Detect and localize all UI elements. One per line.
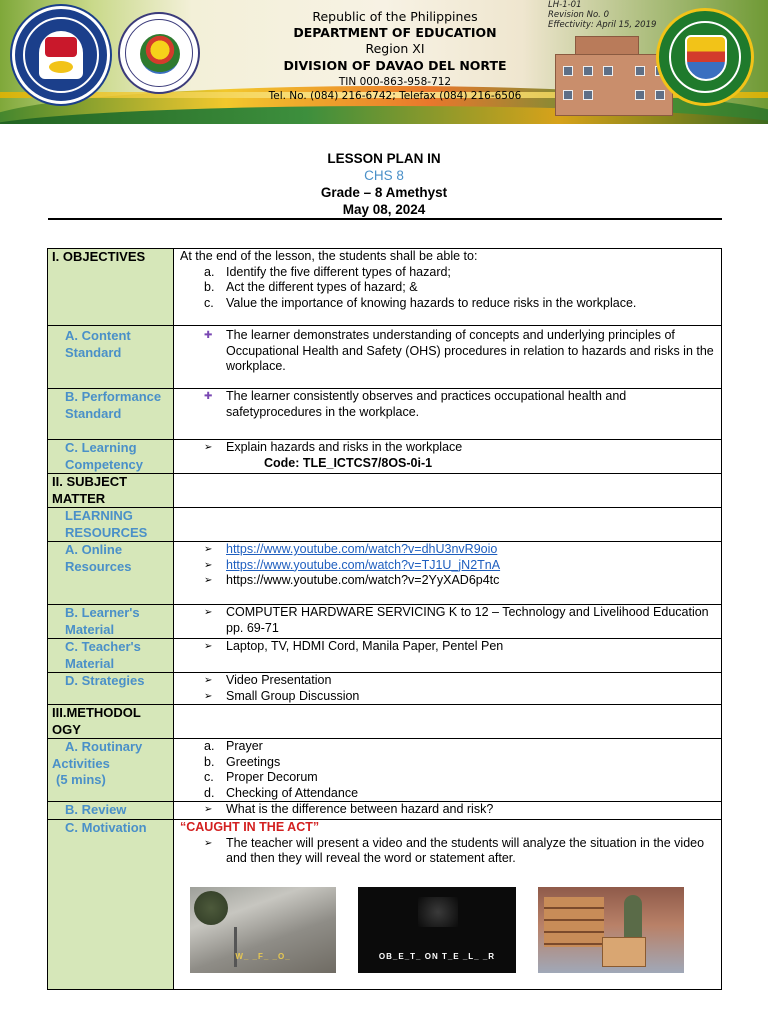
division-text: DIVISION OF DAVAO DEL NORTE: [283, 58, 507, 73]
learners-material-label: B. Learner's Material: [65, 605, 140, 637]
list-item: [180, 558, 715, 574]
doc-code: LH-1-01: [548, 0, 582, 10]
competency-code: Code: TLE_ICTCS7/8OS-0i-1: [264, 455, 433, 470]
table-row: [48, 802, 722, 820]
subject-matter-label: II. SUBJECT MATTER: [52, 474, 128, 506]
strategies-list: [180, 673, 715, 704]
header-text: [250, 9, 540, 103]
table-row: [48, 326, 722, 389]
routinary-list: [180, 739, 715, 801]
content-standard-list: [180, 328, 715, 375]
title-divider: [48, 218, 722, 220]
lesson-plan-table: [47, 248, 722, 990]
table-row: [48, 605, 722, 639]
thumbnail-caption: OB_E_T_ ON T_E _L_ _R: [378, 952, 496, 961]
table-row: [48, 542, 722, 605]
learning-competency-list: [180, 440, 715, 456]
table-row: [48, 389, 722, 440]
list-item: [180, 542, 715, 558]
course-name: CHS 8: [364, 168, 404, 183]
table-row: [48, 474, 722, 508]
title-line: LESSON PLAN IN: [327, 151, 441, 166]
table-row: [48, 508, 722, 542]
lesson-date: May 08, 2024: [342, 202, 426, 217]
online-resources-list: [180, 542, 715, 589]
objectives-label: I. OBJECTIVES: [52, 249, 146, 264]
list-item: b. Greetings: [204, 754, 281, 769]
list-item: ✚ The learner consistently observes and practices occupational health and safetyprocedures in the workplace.: [180, 389, 715, 420]
table-row: [48, 705, 722, 739]
list-item: a. Prayer: [204, 739, 263, 753]
effectivity-date: Effectivity: April 15, 2019: [548, 20, 657, 30]
resource-link-1[interactable]: https://www.youtube.com/watch?v=dhU3nvR9oio: [226, 542, 498, 556]
table-row: [48, 440, 722, 474]
review-list: [180, 802, 715, 818]
grade-section: Grade – 8 Amethyst: [320, 185, 448, 200]
list-item: d. Checking of Attendance: [204, 785, 359, 800]
video-thumbnail-rain[interactable]: [190, 887, 336, 973]
list-item: ➢ Laptop, TV, HDMI Cord, Manila Paper, Pentel Pen: [180, 639, 715, 655]
learners-material-list: [180, 605, 715, 636]
list-item: ✚ The learner demonstrates understanding of concepts and underlying principles of Occupational Health and Safety (OHS) procedures in relation to hazards and risks in the workplace.: [180, 328, 715, 375]
list-item: ➢ Video Presentation: [180, 673, 715, 689]
table-row: [48, 739, 722, 802]
deped-seal-logo: [12, 6, 110, 104]
routinary-label-line3: (5 mins): [56, 772, 106, 787]
list-item: b. Act the different types of hazard; &: [204, 280, 418, 294]
motivation-list: [180, 836, 715, 867]
routinary-label-line1: A. Routinary: [65, 739, 143, 754]
list-item: c. Value the importance of knowing hazards to reduce risks in the workplace.: [204, 295, 637, 310]
teachers-material-list: [180, 639, 715, 655]
teachers-material-label: C. Teacher's Material: [65, 639, 141, 671]
online-resources-label: A. Online Resources: [65, 542, 132, 574]
table-row: [48, 249, 722, 326]
methodology-label-line2: OGY: [52, 721, 81, 737]
revision-number: Revision No. 0: [548, 10, 609, 20]
list-item: ➢ The teacher will present a video and the students will analyze the situation in the video and then they will reveal the word or statement after.: [180, 836, 715, 867]
resource-link-2[interactable]: https://www.youtube.com/watch?v=TJ1U_jN2TnA: [226, 557, 501, 572]
video-thumbnail-dark[interactable]: [358, 887, 516, 973]
tel-text: Tel. No. (084) 216-6742; Telefax (084) 216-6506: [268, 90, 522, 102]
list-item: ➢ Explain hazards and risks in the workplace: [180, 440, 715, 456]
lesson-plan-title: [0, 150, 768, 218]
performance-standard-list: [180, 389, 715, 420]
video-thumbnail-warehouse[interactable]: [538, 887, 684, 973]
tin-text: TIN 000-863-958-712: [338, 76, 452, 88]
objectives-intro: At the end of the lesson, the students shall be able to:: [180, 249, 478, 263]
davao-del-norte-division-seal-logo: [656, 8, 754, 106]
table-row: [48, 820, 722, 990]
revision-block: [548, 0, 656, 30]
list-item: ➢ COMPUTER HARDWARE SERVICING K to 12 – Technology and Livelihood Education pp. 69-71: [180, 605, 715, 636]
list-item: a. Identify the five different types of hazard;: [204, 264, 451, 279]
performance-standard-label: B. Performance Standard: [65, 389, 162, 421]
thumbnail-caption: W_ _F_ _O_: [235, 952, 291, 961]
table-row: [48, 639, 722, 673]
header-banner: [0, 0, 768, 124]
region-xi-seal-logo: [118, 12, 200, 94]
list-item: [180, 573, 715, 589]
methodology-label-line1: III.METHODOL: [52, 705, 141, 720]
motivation-label: C. Motivation: [65, 820, 147, 835]
table-row: [48, 673, 722, 705]
department-text: DEPARTMENT OF EDUCATION: [293, 25, 497, 40]
list-item: ➢ What is the difference between hazard and risk?: [180, 802, 715, 818]
learning-resources-label: LEARNING RESOURCES: [65, 508, 148, 540]
division-building-photo: [555, 36, 673, 116]
video-thumbnails: [190, 887, 715, 973]
republic-text: Republic of the Philippines: [312, 9, 478, 24]
learning-competency-label: C. Learning Competency: [65, 440, 144, 472]
list-item: c. Proper Decorum: [204, 770, 318, 784]
resource-link-3: https://www.youtube.com/watch?v=2YyXAD6p4tc: [226, 573, 500, 587]
content-standard-label: A. Content Standard: [65, 328, 131, 360]
review-label: B. Review: [65, 802, 127, 817]
objectives-list: [180, 265, 715, 312]
motivation-activity-title: “CAUGHT IN THE ACT”: [180, 820, 320, 834]
strategies-label: D. Strategies: [65, 673, 145, 688]
region-text: Region XI: [365, 41, 425, 56]
routinary-label-line2: Activities: [52, 755, 110, 771]
list-item: ➢ Small Group Discussion: [180, 689, 715, 705]
